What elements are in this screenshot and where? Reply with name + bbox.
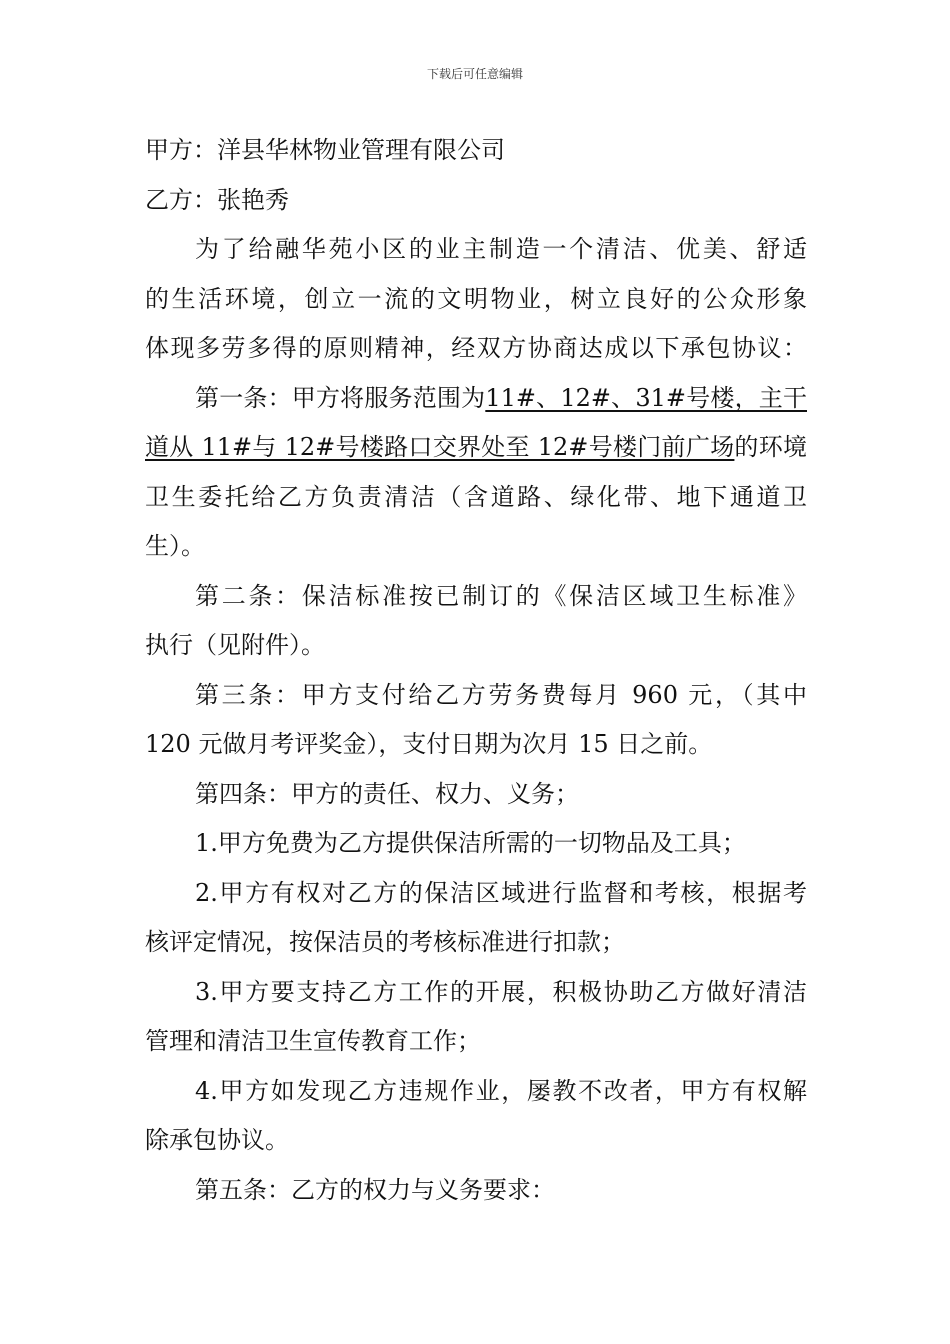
article-4-item-4-line-2: 除承包协议。 — [145, 1126, 289, 1154]
article-1-line-4: 生）。 — [145, 532, 205, 560]
article-4-item-2-line-1: 2.甲方有权对乙方的保洁区域进行监督和考核，根据考 — [195, 878, 807, 907]
article-3-line-1: 第三条：甲方支付给乙方劳务费每月 960 元，（其中 — [195, 680, 807, 709]
article-2-line-2: 执行（见附件）。 — [145, 631, 325, 659]
party-a-line: 甲方：洋县华林物业管理有限公司 — [145, 136, 505, 164]
article-4-item-4-line-1: 4.甲方如发现乙方违规作业，屡教不改者，甲方有权解 — [195, 1076, 807, 1105]
article-4-item-2-line-2: 核评定情况，按保洁员的考核标准进行扣款； — [145, 928, 625, 956]
article-1-scope-underlined-1: 11#、12#、31#号楼，主干 — [485, 383, 807, 412]
article-5-title: 第五条：乙方的权力与义务要求： — [195, 1175, 555, 1204]
article-1-scope-underlined-2: 道从 11#与 12#号楼路口交界处至 12#号楼门前广场 — [145, 433, 735, 461]
party-b-line: 乙方：张艳秀 — [145, 185, 289, 214]
intro-line-3: 体现多劳多得的原则精神，经双方协商达成以下承包协议： — [145, 334, 807, 362]
intro-line-1: 为了给融华苑小区的业主制造一个清洁、优美、舒适 — [195, 235, 807, 263]
article-3-line-2: 120 元做月考评奖金），支付日期为次月 15 日之前。 — [145, 730, 713, 758]
article-1-line-1 — [145, 374, 807, 424]
article-4-title: 第四条：甲方的责任、权力、义务； — [195, 779, 579, 808]
intro-line-2: 的生活环境，创立一流的文明物业，树立良好的公众形象 — [145, 284, 807, 313]
article-4-item-3-line-2: 管理和清洁卫生宣传教育工作； — [145, 1027, 481, 1055]
article-4-item-1: 1.甲方免费为乙方提供保洁所需的一切物品及工具； — [195, 829, 746, 857]
article-1-lead: 第一条：甲方将服务范围为 — [195, 383, 486, 412]
article-1-tail: 的环境 — [734, 433, 807, 461]
article-1-line-2 — [145, 423, 807, 473]
article-4-item-3-line-1: 3.甲方要支持乙方工作的开展，积极协助乙方做好清洁 — [195, 977, 807, 1006]
article-1-line-3: 卫生委托给乙方负责清洁（含道路、绿化带、地下通道卫 — [145, 482, 807, 511]
contract-body — [145, 126, 807, 1215]
page-header-note: 下载后可任意编辑 — [426, 67, 523, 81]
article-2-line-1: 第二条：保洁标准按已制订的《保洁区域卫生标准》 — [195, 581, 807, 610]
